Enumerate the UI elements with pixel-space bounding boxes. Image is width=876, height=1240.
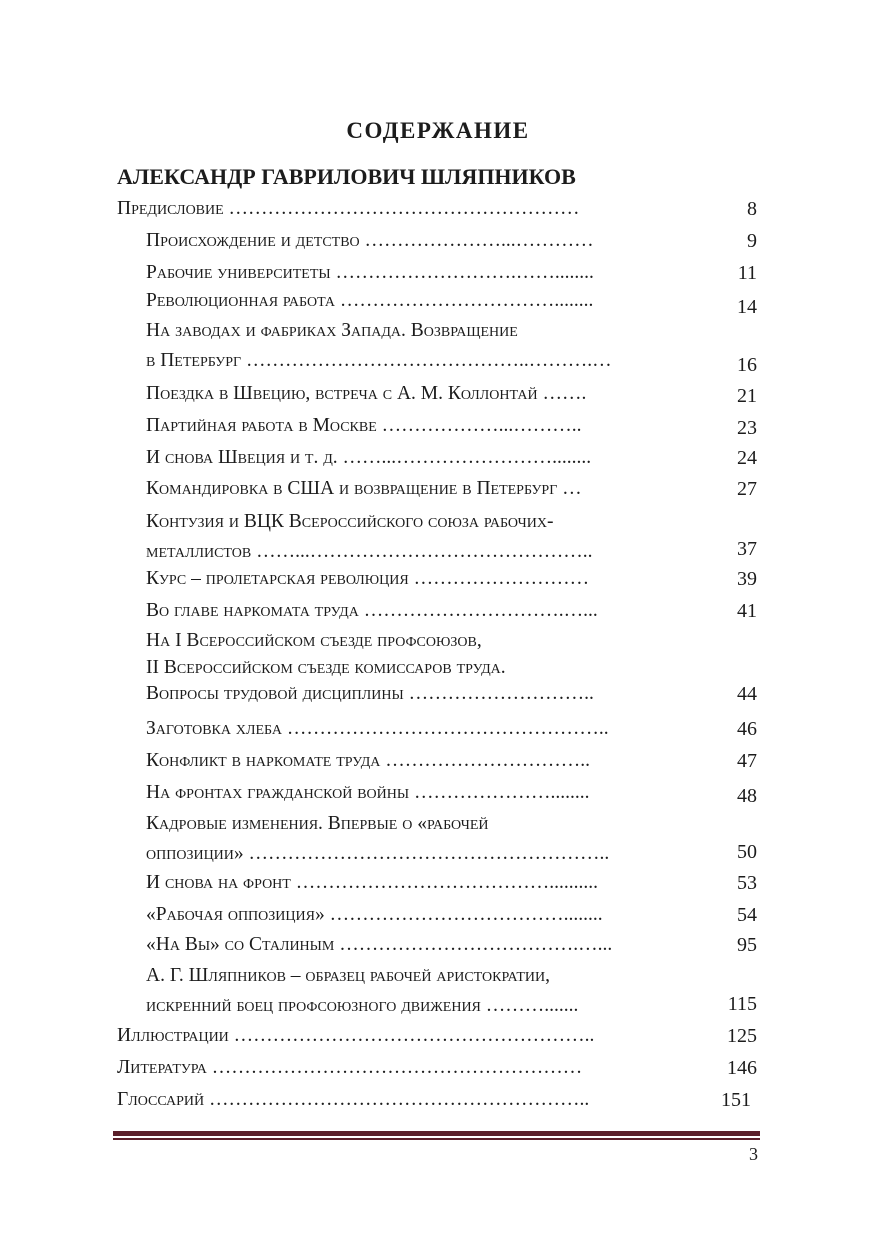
toc-entry-text: Курс – пролетарская революция ……………………… <box>146 568 590 589</box>
toc-entry <box>146 507 757 567</box>
toc-entry <box>146 930 757 960</box>
toc-entry <box>146 316 757 376</box>
toc-page-number: 46 <box>737 718 757 740</box>
toc-entry <box>117 194 757 224</box>
toc-entry <box>146 443 757 473</box>
toc-entry <box>117 1085 757 1115</box>
toc-entry <box>146 868 757 898</box>
toc-entry-text: Глоссарий ………………………………………………….. <box>117 1089 590 1110</box>
toc-page-number: 151 <box>721 1089 751 1111</box>
toc-entry <box>117 1053 757 1083</box>
toc-entry-text: металлистов ……...…………………………………….. <box>146 541 593 562</box>
toc-entry <box>146 258 757 288</box>
toc-page-number: 44 <box>737 683 757 705</box>
toc-entry-text: «На Вы» со Сталиным ……………………………….…... <box>146 934 613 955</box>
toc-entry <box>146 226 757 256</box>
toc-entry-text: Происхождение и детство …………………...………… <box>146 230 594 251</box>
toc-entry-text: Вопросы трудовой дисциплины ……………………….. <box>146 683 594 704</box>
footer-rule-thick <box>113 1131 760 1136</box>
toc-entry-text: «Рабочая оппозиция» ………………………………........ <box>146 904 603 925</box>
toc-entry <box>146 746 757 776</box>
page-number: 3 <box>749 1144 758 1164</box>
toc-entry <box>146 286 757 316</box>
toc-page-number: 39 <box>737 568 757 590</box>
toc-page-number: 48 <box>737 785 757 807</box>
toc-page-number: 24 <box>737 447 757 469</box>
toc-entry-text: Конфликт в наркомате труда ………………………….. <box>146 750 591 771</box>
toc-page-number: 54 <box>737 904 757 926</box>
toc-entry <box>146 379 757 409</box>
toc-page-number: 21 <box>737 385 757 407</box>
toc-entry-text: Заготовка хлеба ………………………………………….. <box>146 718 609 739</box>
toc-entry <box>146 961 757 1021</box>
toc-entry <box>146 411 757 441</box>
toc-entry-text: Предисловие ……………………………………………… <box>117 198 580 219</box>
section-heading: АЛЕКСАНДР ГАВРИЛОВИЧ ШЛЯПНИКОВ <box>117 164 576 189</box>
toc-entry-text: На фронтах гражданской войны …………………........ <box>146 782 590 803</box>
toc-page-number: 14 <box>737 296 757 318</box>
toc-entry <box>146 626 757 714</box>
toc-entry-text: И снова на фронт ………………………………….......... <box>146 872 598 893</box>
toc-page-number: 16 <box>737 354 757 376</box>
toc-entry-text: Литература ………………………………………………… <box>117 1057 583 1078</box>
toc-entry-text: Во главе наркомата труда ………………………….…... <box>146 600 598 621</box>
toc-entry-text: Иллюстрации ……………………………………………….. <box>117 1025 595 1046</box>
toc-entry-text: Контузия и ВЦК Всероссийского союза рабочих- <box>146 511 554 532</box>
toc-entry-text: Командировка в США и возвращение в Петербург … <box>146 478 582 499</box>
toc-page-number: 37 <box>737 538 757 560</box>
toc-entry-text: Партийная работа в Москве ………………...……….. <box>146 415 582 436</box>
toc-page-number: 9 <box>747 230 757 252</box>
toc-page-number: 41 <box>737 600 757 622</box>
toc-page-number: 8 <box>747 198 757 220</box>
toc-entry <box>117 1021 757 1051</box>
toc-page-number: 146 <box>727 1057 757 1079</box>
toc-page-number: 47 <box>737 750 757 772</box>
toc-entry-text: На заводах и фабриках Запада. Возвращение <box>146 320 518 341</box>
toc-page-number: 115 <box>727 993 757 1015</box>
toc-entry-text: в Петербург ……………………………………..……….… <box>146 350 612 371</box>
toc-entry-text: Революционная работа ……………………………........ <box>146 290 594 311</box>
toc-page-number: 125 <box>727 1025 757 1047</box>
toc-entry-text: А. Г. Шляпников – образец рабочей аристократии, <box>146 965 551 986</box>
toc-page-number: 95 <box>737 934 757 956</box>
toc-entry <box>146 778 757 808</box>
toc-entry <box>146 474 757 504</box>
toc-page-number: 53 <box>737 872 757 894</box>
toc-entry-text: Кадровые изменения. Впервые о «рабочей <box>146 813 489 834</box>
toc-page-number: 27 <box>737 478 757 500</box>
toc-page-number: 23 <box>737 417 757 439</box>
toc-entry-text: искренний боец профсоюзного движения ………....... <box>146 995 579 1016</box>
toc-entry-text: II Всероссийском съезде комиссаров труда. <box>146 657 506 678</box>
toc-page-number: 11 <box>737 262 757 284</box>
footer-rule-thin <box>113 1138 760 1140</box>
toc-page-number: 50 <box>737 841 757 863</box>
toc-entry-text: оппозиции» ……………………………………………….. <box>146 843 610 864</box>
toc-entry <box>146 809 757 869</box>
toc-entry <box>146 564 757 594</box>
toc-entry <box>146 714 757 744</box>
toc-entry <box>146 900 757 930</box>
toc-entry-text: Рабочие университеты ……………………….……........ <box>146 262 594 283</box>
toc-entry-text: И снова Швеция и т. д. ……...……………………........ <box>146 447 592 468</box>
toc-entry <box>146 596 757 626</box>
page-title: СОДЕРЖАНИЕ <box>346 118 530 143</box>
toc-entry-text: На I Всероссийском съезде профсоюзов, <box>146 630 482 651</box>
toc-entry-text: Поездка в Швецию, встреча с А. М. Коллонтай ……. <box>146 383 587 404</box>
